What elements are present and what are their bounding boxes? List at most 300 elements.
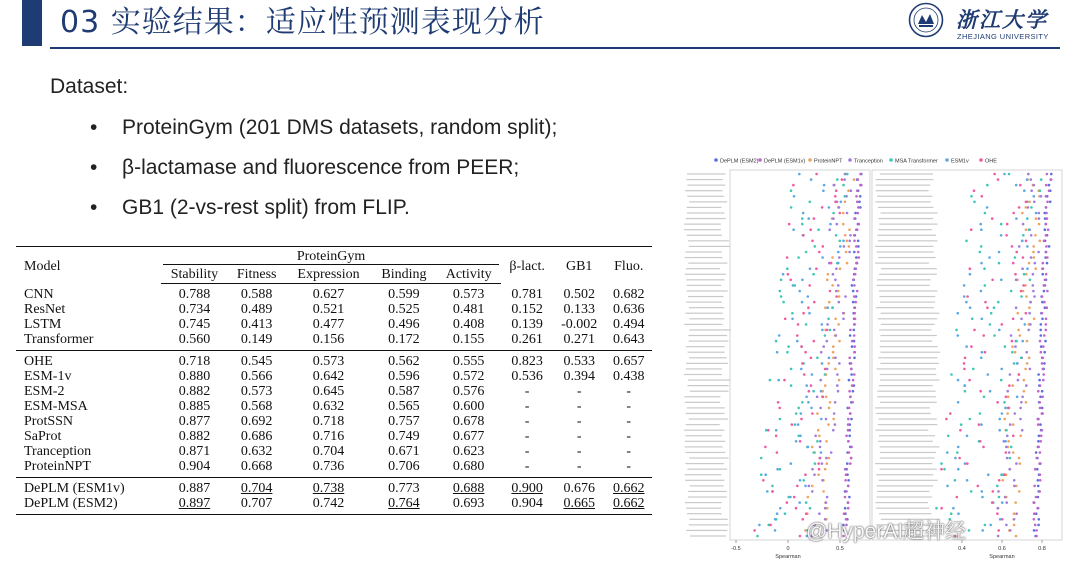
score-cell: 0.172 <box>372 332 436 351</box>
score-cell: - <box>553 459 606 478</box>
legend-marker <box>889 158 893 162</box>
score-cell: 0.562 <box>388 354 420 369</box>
data-point <box>1025 295 1028 298</box>
data-point <box>817 228 820 231</box>
data-point <box>847 507 850 510</box>
data-point <box>1014 501 1017 504</box>
data-point <box>845 473 848 476</box>
data-point <box>1019 418 1022 421</box>
dataset-row-label <box>685 480 724 481</box>
data-point <box>1014 412 1017 415</box>
data-point <box>829 290 832 293</box>
data-point <box>826 462 829 465</box>
data-point <box>1014 351 1017 354</box>
data-point <box>1003 401 1006 404</box>
data-point <box>979 412 982 415</box>
data-point <box>970 195 973 198</box>
data-point <box>839 245 842 248</box>
data-point <box>811 468 814 471</box>
data-point <box>1015 512 1018 515</box>
data-point <box>844 496 847 499</box>
data-point <box>1049 201 1052 204</box>
data-point <box>1000 223 1003 226</box>
data-point <box>813 340 816 343</box>
data-point <box>778 334 781 337</box>
data-point <box>840 201 843 204</box>
score-cell: 0.704 <box>240 481 273 496</box>
data-point <box>811 490 814 493</box>
data-point <box>1001 479 1004 482</box>
data-point <box>777 401 780 404</box>
data-point <box>792 184 795 187</box>
dataset-row-label <box>879 385 933 386</box>
data-point <box>1040 323 1043 326</box>
dataset-row-label <box>687 385 728 386</box>
data-point <box>793 195 796 198</box>
data-point <box>846 462 849 465</box>
dataset-row-label <box>878 424 938 425</box>
data-point <box>771 490 774 493</box>
dataset-row-label <box>689 524 729 525</box>
data-point <box>760 473 763 476</box>
data-point <box>940 462 943 465</box>
data-point <box>1004 496 1007 499</box>
data-point <box>1045 273 1048 276</box>
data-point <box>957 446 960 449</box>
data-point <box>779 468 782 471</box>
dataset-row-label <box>684 324 722 325</box>
dataset-row-label <box>879 224 937 225</box>
data-point <box>979 440 982 443</box>
data-point <box>1033 195 1036 198</box>
data-point <box>818 457 821 460</box>
data-point <box>1033 256 1036 259</box>
data-point <box>786 351 789 354</box>
score-cell: 0.139 <box>511 317 543 332</box>
data-point <box>1019 407 1022 410</box>
data-point <box>849 412 852 415</box>
data-point <box>854 318 857 321</box>
data-point <box>779 418 782 421</box>
score-cell: 0.533 <box>563 354 595 369</box>
data-point <box>853 357 856 360</box>
score-cell: 0.438 <box>612 369 645 384</box>
data-point <box>971 318 974 321</box>
data-point <box>860 184 863 187</box>
data-point <box>1037 524 1040 527</box>
data-point <box>850 368 853 371</box>
data-point <box>1042 267 1045 270</box>
dataset-row-label <box>689 418 729 419</box>
data-point <box>981 529 984 532</box>
data-point <box>940 468 943 471</box>
data-point <box>819 440 822 443</box>
data-point <box>989 323 992 326</box>
dataset-row-label <box>688 263 727 264</box>
data-point <box>991 279 994 282</box>
data-point <box>963 362 966 365</box>
data-point <box>851 284 854 287</box>
table-row <box>16 444 652 459</box>
score-cell: 0.904 <box>161 459 228 478</box>
data-point <box>799 440 802 443</box>
data-point <box>1028 262 1031 265</box>
data-point <box>1008 468 1011 471</box>
x-axis-label: Spearman <box>775 554 801 560</box>
data-point <box>1026 245 1029 248</box>
data-point <box>819 379 822 382</box>
data-point <box>853 351 856 354</box>
dataset-row-label <box>685 435 721 436</box>
data-point <box>855 245 858 248</box>
data-point <box>1011 384 1014 387</box>
data-point <box>811 373 814 376</box>
data-point <box>966 435 969 438</box>
data-point <box>966 295 969 298</box>
data-point <box>993 334 996 337</box>
score-cell: 0.677 <box>452 429 485 444</box>
data-point <box>813 301 816 304</box>
data-point <box>850 362 853 365</box>
data-point <box>853 234 856 237</box>
data-point <box>780 279 783 282</box>
data-point <box>1014 345 1017 348</box>
data-point <box>1001 323 1004 326</box>
data-point <box>784 318 787 321</box>
score-cell: 0.704 <box>312 444 345 459</box>
data-point <box>826 329 829 332</box>
data-point <box>1040 334 1043 337</box>
data-point <box>969 418 972 421</box>
data-point <box>848 245 851 248</box>
dataset-row-label <box>685 441 725 442</box>
data-point <box>1005 501 1008 504</box>
data-point <box>1009 423 1012 426</box>
data-point <box>1035 535 1038 538</box>
data-point <box>970 228 973 231</box>
data-point <box>818 468 821 471</box>
slide-title: 03 实验结果：适应性预测表现分析 <box>60 5 545 40</box>
data-point <box>970 490 973 493</box>
data-point <box>1032 284 1035 287</box>
data-point <box>1011 351 1014 354</box>
data-point <box>983 396 986 399</box>
data-point <box>1044 279 1047 282</box>
data-point <box>853 345 856 348</box>
score-cell: - <box>524 429 530 444</box>
table-row <box>16 496 652 515</box>
data-point <box>963 295 966 298</box>
dataset-row-label <box>689 357 727 358</box>
model-column-header: Model <box>16 247 161 284</box>
data-point <box>795 440 798 443</box>
data-point <box>1007 396 1010 399</box>
score-cell: 0.588 <box>240 287 273 302</box>
data-point <box>992 490 995 493</box>
score-cell: 0.757 <box>388 414 420 429</box>
data-point <box>836 384 839 387</box>
data-point <box>1038 490 1041 493</box>
score-cell: 0.745 <box>178 317 211 332</box>
data-point <box>1011 345 1014 348</box>
data-point <box>970 345 973 348</box>
data-point <box>826 496 829 499</box>
data-point <box>814 245 817 248</box>
data-point <box>834 201 837 204</box>
data-point <box>1013 485 1016 488</box>
data-point <box>797 407 800 410</box>
score-cell: 0.877 <box>178 414 211 429</box>
data-point <box>1039 440 1042 443</box>
data-point <box>981 351 984 354</box>
score-cell: 0.632 <box>240 444 273 459</box>
data-point <box>797 323 800 326</box>
data-point <box>856 290 859 293</box>
score-cell: 0.680 <box>436 459 501 478</box>
data-point <box>824 334 827 337</box>
data-point <box>849 396 852 399</box>
score-cell: 0.749 <box>388 429 420 444</box>
results-table-body <box>16 284 652 515</box>
data-point <box>966 479 969 482</box>
data-point <box>821 323 824 326</box>
column-header: Stability <box>161 265 228 284</box>
data-point <box>838 379 841 382</box>
data-point <box>1026 267 1029 270</box>
data-point <box>1020 318 1023 321</box>
data-point <box>1005 429 1008 432</box>
score-cell: 0.587 <box>388 384 420 399</box>
data-point <box>957 401 960 404</box>
data-point <box>762 479 765 482</box>
data-point <box>1042 357 1045 360</box>
data-point <box>859 195 862 198</box>
data-point <box>1046 262 1049 265</box>
data-point <box>812 390 815 393</box>
data-point <box>822 189 825 192</box>
data-point <box>959 429 962 432</box>
data-point <box>796 334 799 337</box>
data-point <box>1035 529 1038 532</box>
data-point <box>794 423 797 426</box>
data-point <box>972 368 975 371</box>
data-point <box>842 184 845 187</box>
data-point <box>1046 306 1049 309</box>
data-point <box>827 423 830 426</box>
data-point <box>997 535 1000 538</box>
model-name: Transformer <box>16 332 161 351</box>
dataset-row-label <box>880 335 936 336</box>
data-point <box>1014 273 1017 276</box>
dataset-row-label <box>875 430 928 431</box>
dataset-row-label <box>686 313 723 314</box>
data-point <box>1010 290 1013 293</box>
data-point <box>838 340 841 343</box>
data-point <box>825 457 828 460</box>
score-cell: 0.481 <box>452 302 485 317</box>
data-point <box>854 301 857 304</box>
dataset-row-label <box>687 185 725 186</box>
data-point <box>1035 457 1038 460</box>
dataset-row-label <box>876 474 933 475</box>
data-point <box>782 301 785 304</box>
data-point <box>1000 368 1003 371</box>
data-point <box>1046 290 1049 293</box>
table-row <box>16 399 652 414</box>
score-cell: 0.707 <box>228 496 285 515</box>
score-cell: 0.643 <box>605 332 652 351</box>
score-cell: - <box>626 399 632 414</box>
data-point <box>853 295 856 298</box>
data-point <box>809 267 812 270</box>
score-cell: 0.632 <box>312 399 345 414</box>
data-point <box>824 468 827 471</box>
data-point <box>844 479 847 482</box>
data-point <box>791 423 794 426</box>
data-point <box>998 262 1001 265</box>
dataset-row-label <box>689 329 731 330</box>
dataset-row-label <box>686 301 721 302</box>
score-cell: 0.678 <box>452 414 485 429</box>
score-cell: 0.706 <box>372 459 436 478</box>
data-point <box>956 312 959 315</box>
data-point <box>955 329 958 332</box>
data-point <box>978 423 981 426</box>
data-point <box>1019 184 1022 187</box>
data-point <box>1025 201 1028 204</box>
data-point <box>844 507 847 510</box>
data-point <box>800 345 803 348</box>
data-point <box>851 384 854 387</box>
data-point <box>1018 490 1021 493</box>
data-point <box>1008 173 1011 176</box>
data-point <box>1030 178 1033 181</box>
data-point <box>1028 312 1031 315</box>
data-point <box>1020 401 1023 404</box>
legend-marker <box>714 158 718 162</box>
data-point <box>855 267 858 270</box>
data-point <box>1013 518 1016 521</box>
score-cell: - <box>626 444 632 459</box>
dataset-row-label <box>684 374 722 375</box>
data-point <box>1034 468 1037 471</box>
data-point <box>1043 284 1046 287</box>
data-point <box>1034 524 1037 527</box>
data-point <box>804 473 807 476</box>
data-point <box>824 306 827 309</box>
dataset-row-label <box>880 374 936 375</box>
data-point <box>813 473 816 476</box>
data-point <box>848 435 851 438</box>
dataset-row-label <box>689 457 728 458</box>
data-point <box>809 507 812 510</box>
data-point <box>1040 178 1043 181</box>
data-point <box>998 479 1001 482</box>
data-point <box>1030 256 1033 259</box>
score-cell: 0.489 <box>240 302 273 317</box>
data-point <box>973 201 976 204</box>
data-point <box>997 301 1000 304</box>
data-point <box>964 390 967 393</box>
dataset-row-label <box>687 173 725 174</box>
data-point <box>829 223 832 226</box>
data-point <box>1022 223 1025 226</box>
data-point <box>997 529 1000 532</box>
score-cell: 0.882 <box>178 429 211 444</box>
score-cell: - <box>576 399 582 414</box>
dataset-row-label <box>877 235 936 236</box>
data-point <box>802 234 805 237</box>
data-point <box>1037 251 1040 254</box>
legend-label: ESM1v <box>951 158 969 165</box>
score-cell: 0.686 <box>240 429 273 444</box>
data-point <box>1021 212 1024 215</box>
data-point <box>1033 184 1036 187</box>
data-point <box>980 357 983 360</box>
data-point <box>1039 423 1042 426</box>
data-point <box>1004 440 1007 443</box>
dataset-row-label <box>687 290 728 291</box>
data-point <box>817 429 820 432</box>
legend-marker <box>979 158 983 162</box>
data-point <box>829 329 832 332</box>
data-point <box>996 512 999 515</box>
dataset-bullet: • β-lactamase and fluorescence from PEER; <box>90 154 557 194</box>
watermark: @HyperAI超神经 <box>806 520 967 543</box>
data-point <box>1045 245 1048 248</box>
data-point <box>983 267 986 270</box>
data-point <box>1050 178 1053 181</box>
dataset-row-label <box>880 301 935 302</box>
data-point <box>1001 501 1004 504</box>
dataset-row-label <box>687 407 725 408</box>
score-cell: 0.742 <box>285 496 372 515</box>
data-point <box>957 334 960 337</box>
data-point <box>969 267 972 270</box>
data-point <box>965 301 968 304</box>
data-point <box>820 390 823 393</box>
plot-frame <box>730 170 870 540</box>
data-point <box>832 351 835 354</box>
data-point <box>767 429 770 432</box>
data-point <box>993 173 996 176</box>
score-cell: 0.502 <box>563 286 595 302</box>
data-point <box>790 206 793 209</box>
score-cell: 0.573 <box>240 384 273 399</box>
data-point <box>1025 228 1028 231</box>
data-point <box>1021 240 1024 243</box>
data-point <box>1047 228 1050 231</box>
column-header: Expression <box>285 265 372 284</box>
data-point <box>807 295 810 298</box>
score-cell: 0.576 <box>452 384 485 399</box>
score-cell: - <box>524 384 530 399</box>
data-point <box>1011 245 1014 248</box>
data-point <box>1037 446 1040 449</box>
data-point <box>818 251 821 254</box>
model-name: ESM-MSA <box>24 399 88 414</box>
data-point <box>778 407 781 410</box>
score-cell: 0.496 <box>388 317 420 332</box>
data-point <box>801 217 804 220</box>
data-point <box>857 240 860 243</box>
dataset-row-label <box>876 368 936 369</box>
data-point <box>1025 401 1028 404</box>
data-point <box>853 334 856 337</box>
dataset-row-label <box>875 407 930 408</box>
data-point <box>810 384 813 387</box>
data-point <box>805 323 808 326</box>
